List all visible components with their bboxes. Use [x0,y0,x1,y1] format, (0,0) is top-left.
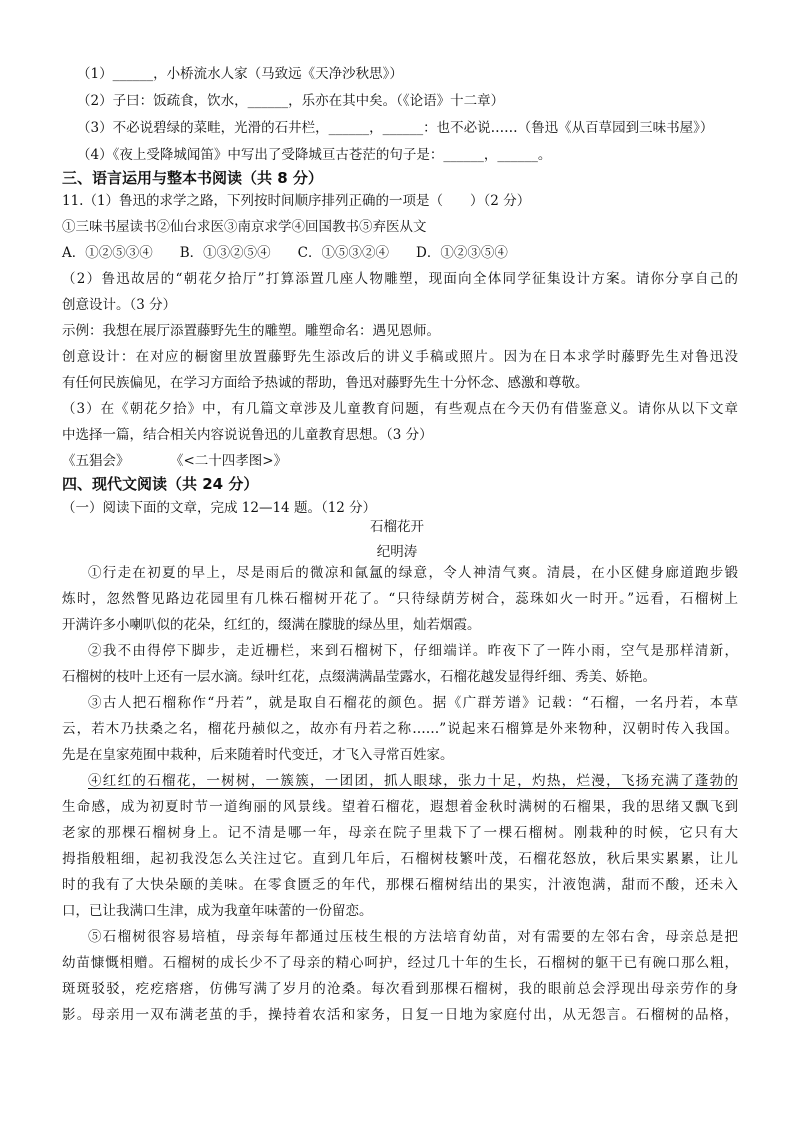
text-line: 时的我有了大快朵颐的美味。在零食匮乏的年代，那棵石榴树结出的果实，汁液饱满，甜而不酸，还未入 [62,877,738,893]
text-line: 斑斑驳驳，疙疙瘩瘩，仿佛写满了岁月的沧桑。每次看到那棵石榴树，我的眼前总会浮现出母亲劳作的身 [62,981,738,997]
text-line: 云，若木乃扶桑之名，榴花丹赪似之，故亦有丹若之称……”说起来石榴算是外来物种，汉朝时传入我国。 [62,721,738,737]
text-line: 影。母亲用一双布满老茧的手，操持着农活和家务，日复一日地为家庭付出，从无怨言。石榴树的品格， [62,1007,738,1023]
text-line: 老家的那棵石榴树身上。记不清是哪一年，母亲在院子里栽下了一棵石榴树。刚栽种的时候，它只有大 [62,825,738,841]
text-line: 三、语言运用与整本书阅读（共 8 分） [62,169,323,187]
text-line: ①三味书屋读书②仙台求医③南京求学④回国教书⑤弃医从文 [62,219,427,235]
text-line: 11.（1）鲁迅的求学之路，下列按时间顺序排列正确的一项是（ ）（2 分） [62,193,531,209]
text-line: 幼苗慷慨相赠。石榴树的成长少不了母亲的精心呵护，经过几十年的生长，石榴树的躯干已有碗口那么粗， [62,955,738,971]
text-line: （3）在《朝花夕拾》中，有几篇文章涉及儿童教育问题，有些观点在今天仍有借鉴意义。请你从以下文章 [62,401,738,417]
text-line: 开满许多小喇叭似的花朵，红红的，缀满在朦胧的绿丛里，灿若烟霞。 [62,617,481,633]
text-line: 创意设计。（3 分） [62,297,177,313]
text-line: 中选择一篇，结合相关内容说说鲁迅的儿童教育思想。（3 分） [62,427,433,443]
text-line: 四、现代文阅读（共 24 分） [62,475,259,493]
text-line: 《五猖会》 《<二十四孝图>》 [62,453,288,469]
article-author: 纪明涛 [376,544,418,560]
text-line: 生命感，成为初夏时节一道绚丽的风景线。望着石榴花，遐想着金秋时满树的石榴果，我的思绪又飘飞到 [62,799,738,815]
text-line: （一）阅读下面的文章，完成 12—14 题。（12 分） [62,500,377,516]
text-line: 石榴树的枝叶上还有一层水滴。绿叶红花，点缀满满晶莹露水，石榴花越发显得纤细、秀美、娇艳。 [62,669,656,685]
text-line: ①行走在初夏的早上，尽是雨后的微凉和氤氲的绿意，令人神清气爽。清晨，在小区健身廊道跑步锻 [88,565,738,581]
text-line: （3）不必说碧绿的菜畦，光滑的石井栏，______，______：也不必说……（鲁迅《从百草园到三味书屋》） [77,120,714,136]
text-line: 创意设计：在对应的橱窗里放置藤野先生添改后的讲义手稿或照片。因为在日本求学时藤野先生对鲁迅没 [62,349,738,365]
text-line: 拇指般粗细，起初我没怎么关注过它。直到几年后，石榴树枝繁叶茂，石榴花怒放，秋后果实累累，让儿 [62,851,738,867]
text-line: 口，已让我满口生津，成为我童年味蕾的一份留恋。 [62,903,373,919]
text-line: （2）子曰：饭疏食，饮水，______，乐亦在其中矣。（《论语》十二章） [77,93,505,109]
text-line: 有任何民族偏见，在学习方面给予热诚的帮助，鲁迅对藤野先生十分怀念、感激和尊敬。 [62,375,589,391]
text-line: 示例：我想在展厅添置藤野先生的雕塑。雕塑命名：遇见恩师。 [62,323,440,339]
text-line: ③古人把石榴称作“丹若”，就是取自石榴花的颜色。据《广群芳谱》记载：“石榴，一名丹若，本草 [88,695,738,711]
article-title: 石榴花开 [370,519,424,535]
text-line: （1）______，小桥流水人家（马致远《天净沙秋思》） [77,66,403,82]
text-line: ④红红的石榴花，一树树，一簇簇，一团团，抓人眼球，张力十足，灼热，烂漫，飞扬充满了蓬勃的 [88,773,738,789]
text-line: 先是在皇家苑囿中栽种，后来随着时代变迁，才飞入寻常百姓家。 [62,747,454,763]
text-line: （2）鲁迅故居的“朝花夕拾厅”打算添置几座人物雕塑，现面向全体同学征集设计方案。请你分享自己的 [62,271,738,287]
text-line: 炼时，忽然瞥见路边花园里有几株石榴树开花了。“只待绿荫芳树合，蕊珠如火一时开。”远看，石榴树上 [62,591,738,607]
text-line: ⑤石榴树很容易培植，母亲每年都通过压枝生根的方法培育幼苗，对有需要的左邻右舍，母亲总是把 [88,929,738,945]
text-line: A．①②⑤③④ B．①③②⑤④ C．①⑤③②④ D．①②③⑤④ [62,245,508,261]
text-line: （4）《夜上受降城闻笛》中写出了受降城亘古苍茫的句子是：______，______。 [77,147,552,163]
text-line: ②我不由得停下脚步，走近栅栏，来到石榴树下，仔细端详。昨夜下了一阵小雨，空气是那样清新， [88,643,738,659]
